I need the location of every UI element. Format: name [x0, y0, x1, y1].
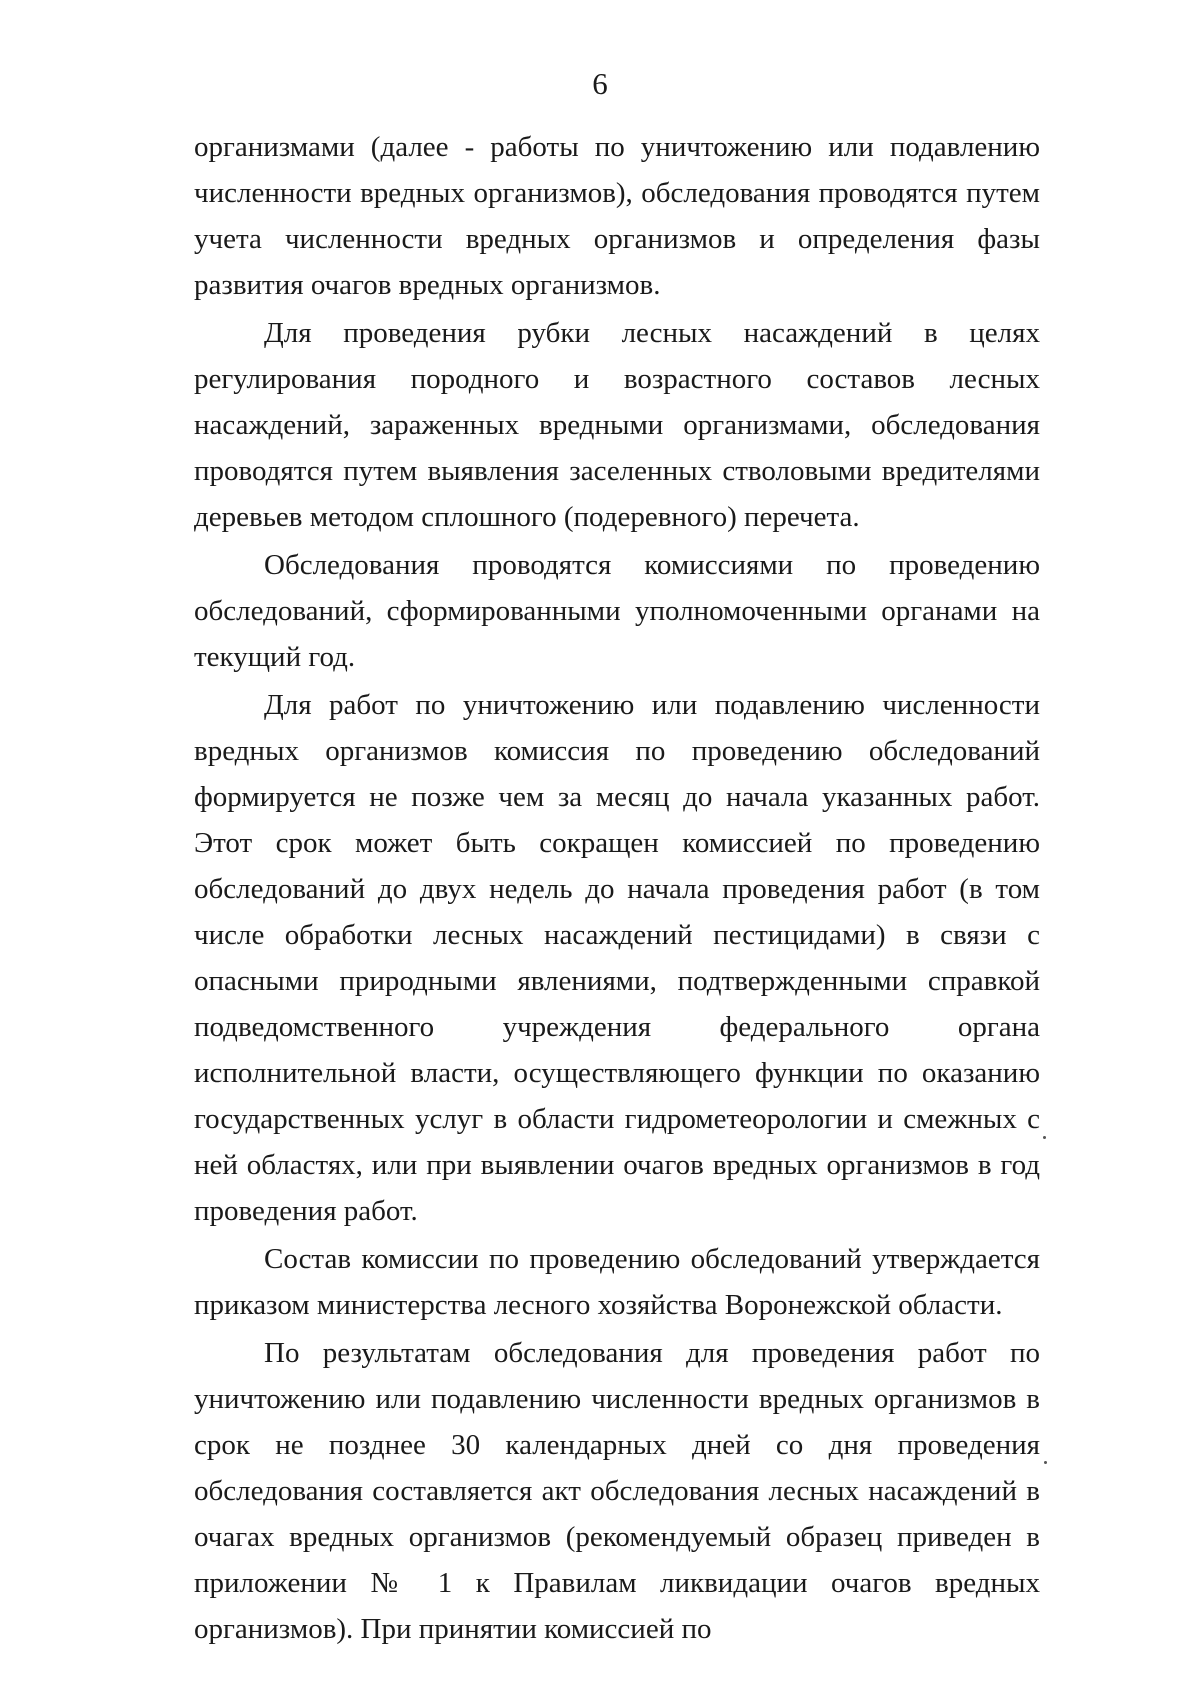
paragraph-survey-results: По результатам обследования для проведения работ по уничтожению или подавлению численности вредных организмов в срок не позднее 30 календарных дней со дня проведения обследования составляется акт обследования лесных насаждений в очагах вредных организмов (рекомендуемый образец приведен в приложении № 1 к Правилам ликвидации очагов вредных организмов). При принятии комиссией по	[194, 1337, 1040, 1645]
scan-speck	[1044, 1461, 1047, 1464]
paragraph-commissions: Обследования проводятся комиссиями по проведению обследований, сформированными уполномоченными органами на текущий год.	[194, 549, 1040, 673]
document-body	[194, 124, 1040, 1654]
scan-speck	[1043, 1136, 1046, 1139]
paragraph-commission-composition: Состав комиссии по проведению обследований утверждается приказом министерства лесного хозяйства Воронежской области.	[194, 1243, 1040, 1321]
page-number: 6	[592, 66, 608, 101]
paragraph-logging-survey: Для проведения рубки лесных насаждений в целях регулирования породного и возрастного составов лесных насаждений, зараженных вредными организмами, обследования проводятся путем выявления заселенных стволовыми вредителями деревьев методом сплошного (подеревного) перечета.	[194, 317, 1040, 533]
paragraph-commission-formation: Для работ по уничтожению или подавлению численности вредных организмов комиссия по проведению обследований формируется не позже чем за месяц до начала указанных работ. Этот срок может быть сокращен комиссией по проведению обследований до двух недель до начала проведения работ (в том числе обработки лесных насаждений пестицидами) в связи с опасными природными явлениями, подтвержденными справкой подведомственного учреждения федерального органа исполнительной власти, осуществляющего функции по оказанию государственных услуг в области гидрометеорологии и смежных с ней областях, или при выявлении очагов вредных организмов в год проведения работ.	[194, 689, 1040, 1227]
paragraph-continuation: организмами (далее - работы по уничтожению или подавлению численности вредных организмов), обследования проводятся путем учета численности вредных организмов и определения фазы развития очагов вредных организмов.	[194, 131, 1040, 301]
